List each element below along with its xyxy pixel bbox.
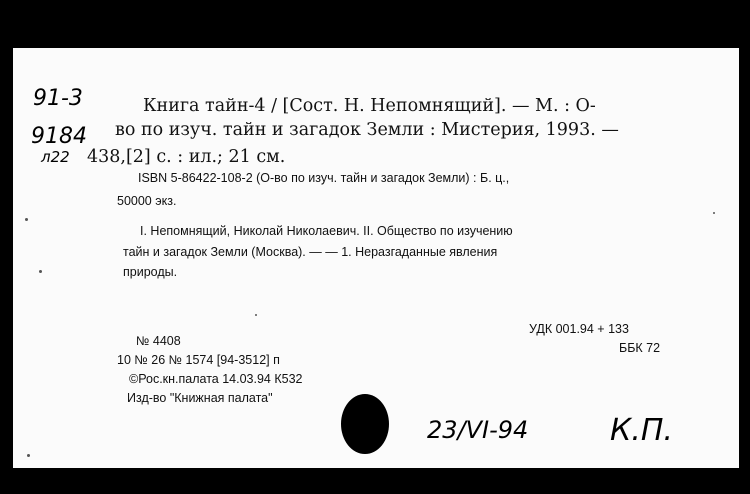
- handwritten-initials: К.П.: [610, 413, 673, 448]
- tracings-line-2: тайн и загадок Земли (Москва). — — 1. Неразгаданные явления: [123, 245, 498, 259]
- entry-line-1: Книга тайн-4 / [Сост. Н. Непомнящий]. — М. : О-: [143, 96, 596, 116]
- tracings-line-1: I. Непомнящий, Николай Николаевич. II. Общество по изучению: [140, 224, 513, 238]
- publisher: Изд-во "Книжная палата": [127, 391, 273, 405]
- shelfmark-line-1: 91-3: [33, 86, 83, 111]
- udk-code: УДК 001.94 + 133: [529, 322, 629, 336]
- print-run: 50000 экз.: [117, 194, 177, 208]
- isbn-line: ISBN 5-86422-108-2 (О-во по изуч. тайн и загадок Земли) : Б. ц.,: [138, 171, 510, 185]
- registration-number: № 4408: [136, 334, 181, 348]
- registration-line-3: ©Рос.кн.палата 14.03.94 К532: [129, 372, 303, 386]
- speck: [27, 454, 30, 457]
- tracings-line-3: природы.: [123, 265, 178, 279]
- entry-line-3: 438,[2] с. : ил.; 21 см.: [87, 147, 286, 167]
- shelfmark-line-2: 9184: [31, 124, 87, 149]
- entry-line-2: во по изуч. тайн и загадок Земли : Мистерия, 1993. —: [115, 120, 619, 140]
- speck: [713, 212, 715, 214]
- registration-line-2: 10 № 26 № 1574 [94-3512] п: [117, 353, 280, 367]
- speck: [39, 270, 42, 273]
- handwritten-date: 23/VI-94: [427, 416, 529, 444]
- punch-hole: [341, 394, 389, 454]
- bbk-code: ББК 72: [619, 341, 661, 355]
- shelfmark-line-3: л22: [41, 148, 70, 166]
- speck: [255, 314, 257, 316]
- speck: [25, 218, 28, 221]
